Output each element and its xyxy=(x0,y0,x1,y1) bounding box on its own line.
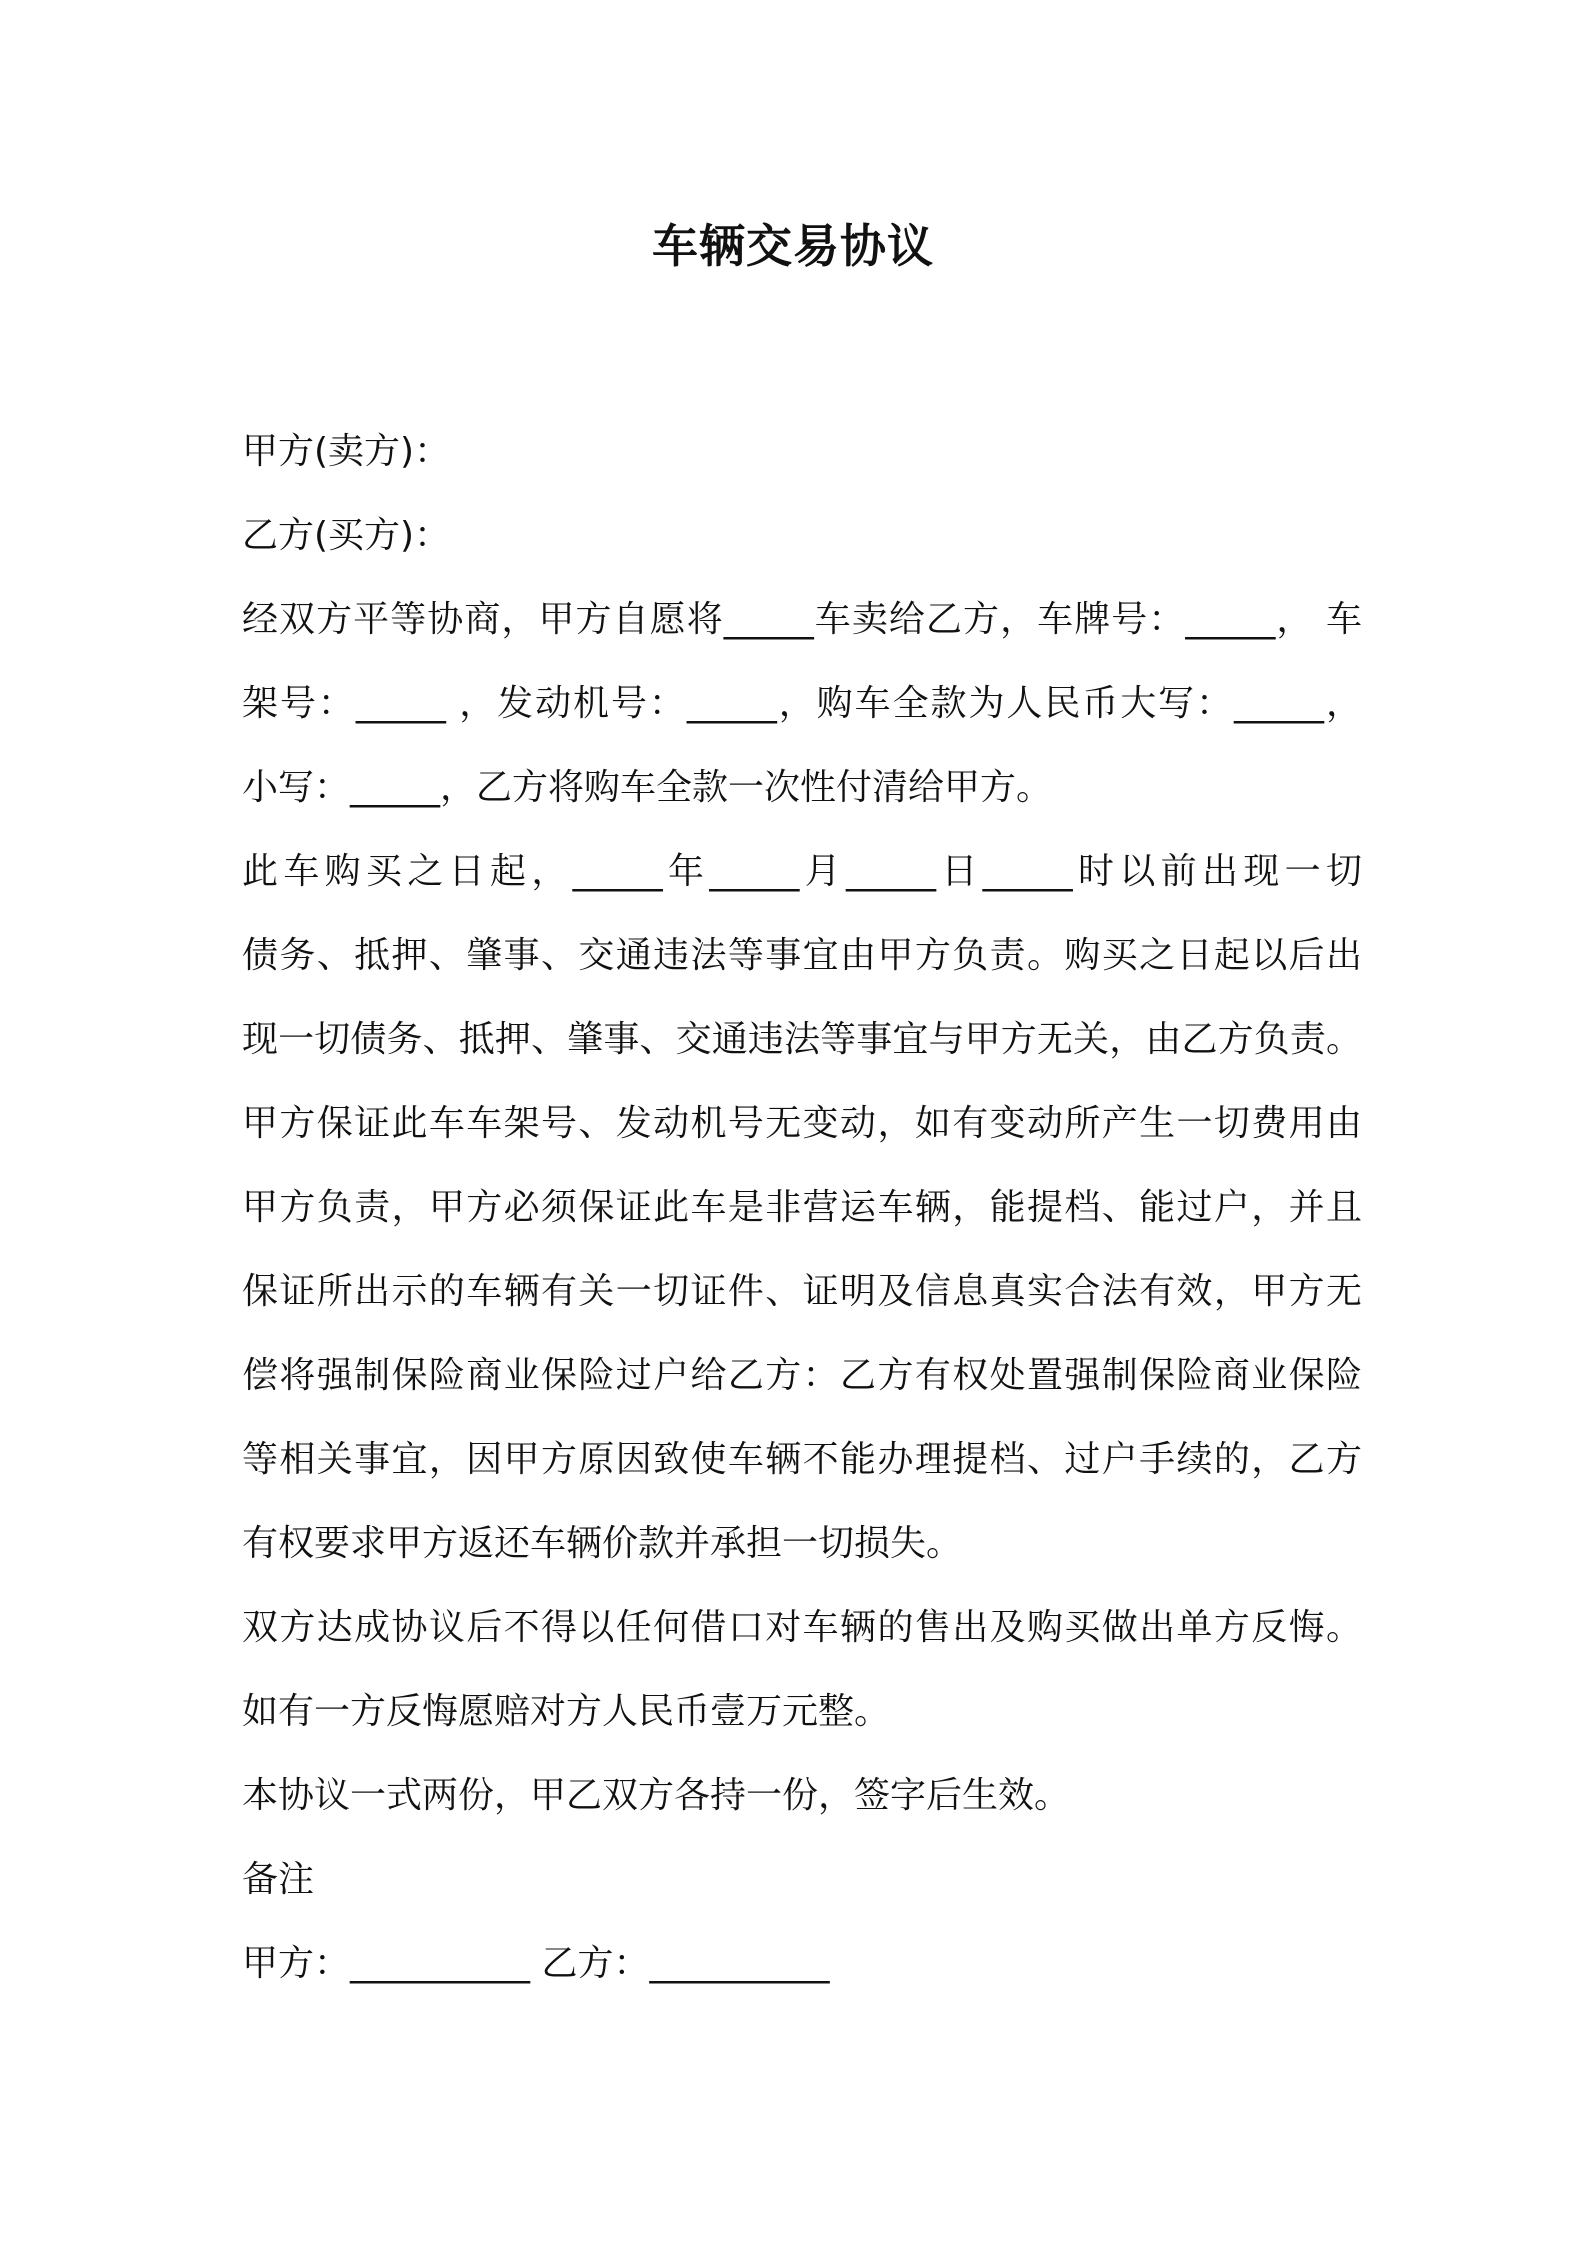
party-a-line: 甲方(卖方)： xyxy=(242,431,451,472)
clause-line: 偿将强制保险商业保险过户给乙方：乙方有权处置强制保险商业保险 xyxy=(242,1355,1362,1396)
party-b-line: 乙方(买方)： xyxy=(242,515,451,556)
clause-line: 现一切债务、抵押、肇事、交通违法等事宜与甲方无关，由乙方负责。 xyxy=(242,1019,1362,1060)
clause-line: 小写：_____，乙方将购车全款一次性付清给甲方。 xyxy=(242,767,1053,808)
clause-line: 有权要求甲方返还车辆价款并承担一切损失。 xyxy=(242,1523,963,1564)
clause-line: 债务、抵押、肇事、交通违法等事宜由甲方负责。购买之日起以后出 xyxy=(242,935,1362,976)
document-title: 车辆交易协议 xyxy=(652,219,934,273)
clause-line: 此车购买之日起，_____年_____月_____日_____时以前出现一切 xyxy=(242,851,1362,892)
remarks-line: 备注 xyxy=(242,1859,315,1900)
clause-line: 甲方保证此车车架号、发动机号无变动，如有变动所产生一切费用由 xyxy=(242,1103,1362,1144)
clause-line: 如有一方反悔愿赔对方人民币壹万元整。 xyxy=(242,1691,891,1732)
clause-line: 经双方平等协商，甲方自愿将_____车卖给乙方，车牌号：_____， 车 xyxy=(242,599,1362,640)
clause-line: 本协议一式两份，甲乙双方各持一份，签字后生效。 xyxy=(242,1775,1071,1816)
clause-line: 架号：_____ ，发动机号：_____，购车全款为人民币大写：_____， xyxy=(242,683,1362,724)
clause-line: 等相关事宜，因甲方原因致使车辆不能办理提档、过户手续的，乙方 xyxy=(242,1439,1362,1480)
clause-line: 双方达成协议后不得以任何借口对车辆的售出及购买做出单方反悔。 xyxy=(242,1607,1362,1648)
clause-line: 保证所出示的车辆有关一切证件、证明及信息真实合法有效，甲方无 xyxy=(242,1271,1362,1312)
clause-line: 甲方负责，甲方必须保证此车是非营运车辆，能提档、能过户，并且 xyxy=(242,1187,1362,1228)
signature-line: 甲方：__________ 乙方：__________ xyxy=(242,1943,830,1984)
document-body xyxy=(242,410,1362,2006)
